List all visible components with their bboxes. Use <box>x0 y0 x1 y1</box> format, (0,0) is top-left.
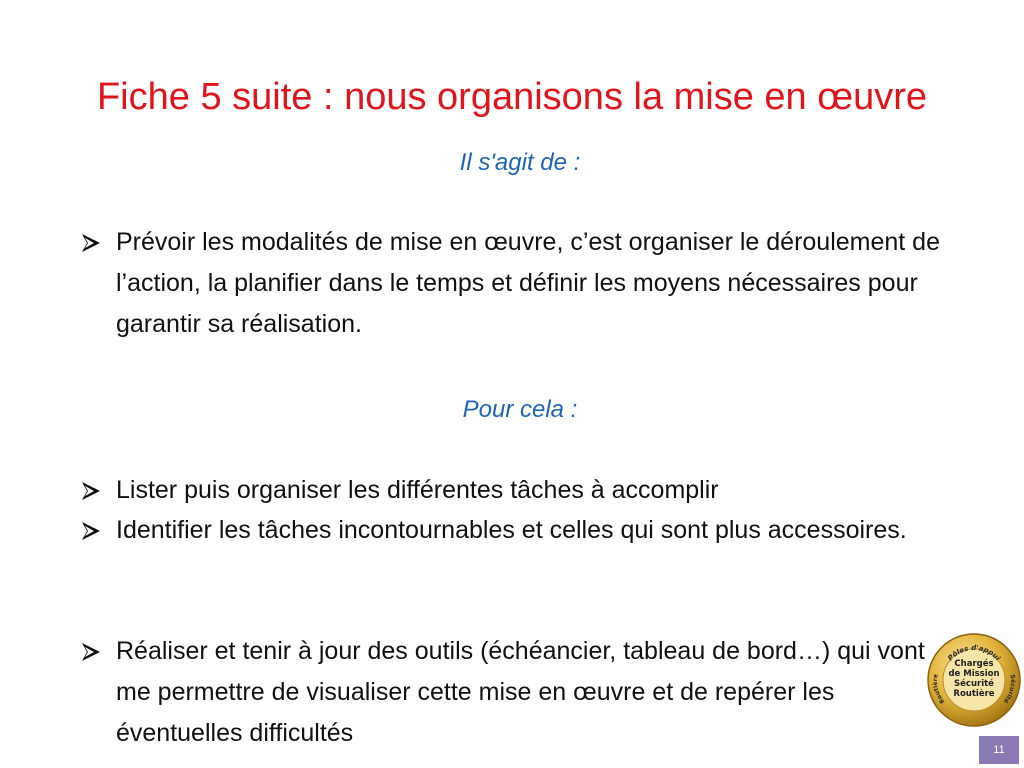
slide-title: Fiche 5 suite : nous organisons la mise en œuvre <box>96 76 928 118</box>
bullet-item <box>80 470 940 511</box>
bullet-text: Lister puis organiser les différentes tâches à accomplir <box>116 476 719 504</box>
bullet-item <box>80 222 940 345</box>
logo-line-1: Chargés <box>954 659 994 669</box>
page-number: 11 <box>979 736 1019 764</box>
bullet-item <box>80 631 940 754</box>
bullet-text: Réaliser et tenir à jour des outils (échéancier, tableau de bord…) qui vont me permettre de visualiser cette mise en œuvre et de repérer les éventuelles difficultés <box>116 637 925 747</box>
logo-right-text: Sécurité <box>1001 674 1017 705</box>
bullet-item <box>80 510 940 551</box>
logo-left-text: Routière <box>931 673 947 705</box>
arrow-bullet-icon <box>80 631 106 672</box>
logo-line-2: de Mission <box>948 669 1000 679</box>
subheading-il-sagit-de: Il s'agit de : <box>459 149 581 176</box>
subheading-pour-cela: Pour cela : <box>462 396 578 423</box>
bullet-text: Prévoir les modalités de mise en œuvre, c’est organiser le déroulement de l’action, la planifier dans le temps et définir les moyens nécessaires pour garantir sa réalisation. <box>116 228 940 338</box>
logo-line-4: Routière <box>953 689 995 699</box>
arrow-bullet-icon <box>80 470 106 511</box>
arrow-bullet-icon <box>80 510 106 551</box>
bullet-text: Identifier les tâches incontournables et celles qui sont plus accessoires. <box>116 516 907 544</box>
logo-line-3: Sécurité <box>954 679 994 689</box>
logo-top-text: Pôles d'appui <box>946 643 1002 663</box>
securite-routiere-seal-icon <box>926 632 1022 728</box>
arrow-bullet-icon <box>80 222 106 263</box>
